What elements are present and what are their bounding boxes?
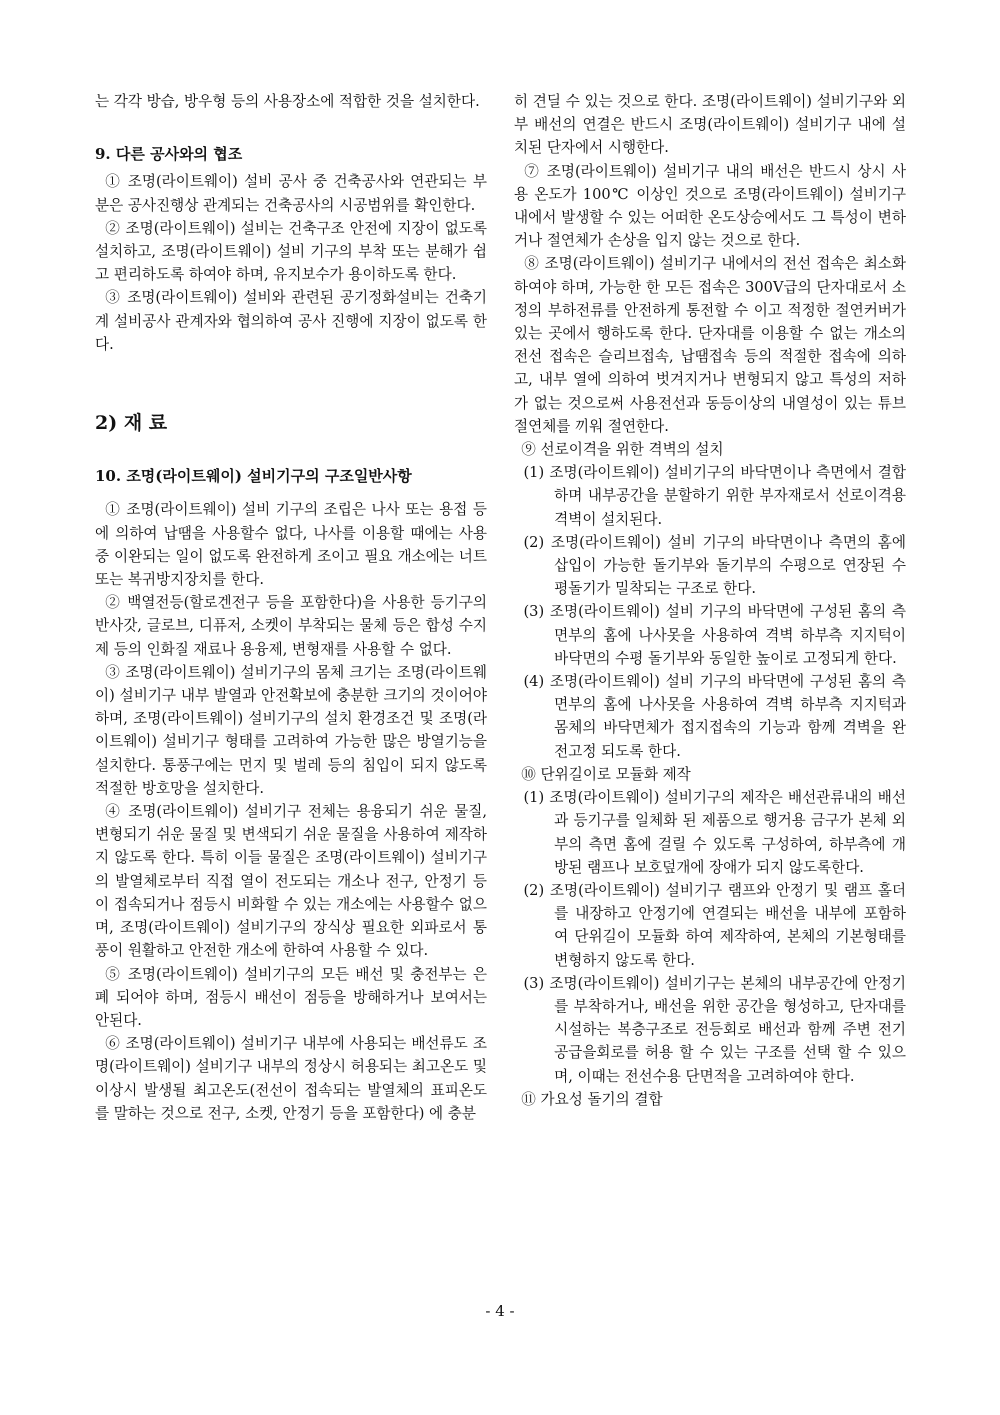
left-column [95,90,487,1125]
page-number: - 4 - [485,1302,515,1320]
item-10-sub-1: (1) 조명(라이트웨이) 설비기구의 제작은 배선관류내의 배선과 등기구를 일체화 된 제품으로 행거용 금구가 본체 외부의 측면 홈에 걸릴 수 있도록 구성하여, 하부측에 개방된 램프나 보호덮개에 장애가 되지 않도록한다. [523,789,906,876]
chapter-heading-materials: 2) 재 료 [95,412,168,435]
item-10-4: ④ 조명(라이트웨이) 설비기구 전체는 용융되기 쉬운 물질, 변형되기 쉬운 물질 및 변색되기 쉬운 물질을 사용하여 제작하지 않도록 한다. 특히 이들 물질은 조명(라이트웨이) 설비기구의 발열체로부터 직접 열이 전도되는 개소나 전구, 안정기 등이 접속되거나 점등시 비화할 수 있는 개소에는 사용할수 없으며, 조명(라이트웨이) 설비기구의 장식상 필요한 외파로서 통풍이 원활하고 안전한 개소에 한하여 사용할 수 있다. [95,803,487,960]
section-10-heading: 10. 조명(라이트웨이) 설비기구의 구조일반사항 [95,467,412,486]
item-10-6: ⑥ 조명(라이트웨이) 설비기구 내부에 사용되는 배선류도 조명(라이트웨이) 설비기구 내부의 정상시 허용되는 최고온도 및 이상시 발생될 최고온도(전선이 접속되는 발열체의 표피온도를 말하는 것으로 전구, 소켓, 안정기 등을 포함한다) 에 충분 [95,1035,487,1122]
section-9-heading: 9. 다른 공사와의 협조 [95,145,243,164]
continued-paragraph: 히 견딜 수 있는 것으로 한다. 조명(라이트웨이) 설비기구와 외부 배선의 연결은 반드시 조명(라이트웨이) 설비기구 내에 설치된 단자에서 시행한다. [514,93,906,157]
item-10-2: ② 백열전등(할로겐전구 등을 포함한다)을 사용한 등기구의 반사갓, 글로브, 디퓨저, 소켓이 부착되는 물체 등은 합성 수지제 등의 인화질 재료나 용융제, 변형재를 사용할 수 없다. [95,594,487,658]
item-9: ⑨ 선로이격을 위한 격벽의 설치 [521,441,724,459]
right-column [514,90,906,1111]
item-10-1: ① 조명(라이트웨이) 설비 기구의 조립은 나사 또는 용접 등에 의하여 납땜을 사용할수 없다, 나사를 이용할 때에는 사용 중 이완되는 일이 없도록 완전하게 조이고 필요 개소에는 너트 또는 복귀방지장치를 한다. [95,501,487,589]
item-8: ⑧ 조명(라이트웨이) 설비기구 내에서의 전선 접속은 최소화 하여야 하며, 가능한 한 모든 접속은 300V급의 단자대로서 소정의 부하전류를 안전하게 통전할 수 이고 적정한 절연커버가 있는 곳에서 행하도록 한다. 단자대를 이용할 수 없는 개소의 전선 접속은 슬리브접속, 납땜접속 등의 적절한 접속에 의하고, 내부 열에 의하여 벗겨지거나 변형되지 않고 특성의 저하가 없는 것으로써 사용전선과 동등이상의 내열성이 있는 튜브 절연체를 끼워 절연한다. [514,255,906,435]
item-10-3: ③ 조명(라이트웨이) 설비기구의 몸체 크기는 조명(라이트웨이) 설비기구 내부 발열과 안전확보에 충분한 크기의 것이어야 하며, 조명(라이트웨이) 설비기구의 설치 환경조건 및 조명(라이트웨이) 설비기구 형태를 고려하여 가능한 많은 방열기능을 설치한다. 통풍구에는 먼지 및 벌레 등의 침입이 되지 않도록 적절한 방호망을 설치한다. [95,663,487,797]
item-7: ⑦ 조명(라이트웨이) 설비기구 내의 배선은 반드시 상시 사용 온도가 100℃ 이상인 것으로 조명(라이트웨이) 설비기구 내에서 발생할 수 있는 어떠한 온도상승에서도 그 특성이 변하거나 절연체가 손상을 입지 않는 것으로 한다. [514,162,906,250]
item-10: ⑩ 단위길이로 모듈화 제작 [521,765,691,783]
item-9-sub-4: (4) 조명(라이트웨이) 설비 기구의 바닥면에 구성된 홈의 측면부의 홈에 나사못을 사용하여 격벽 하부측 지지턱과 몸체의 바닥면체가 접지접속의 기능과 함께 격벽을 완전고정 되도록 한다. [523,673,906,760]
item-9-3: ③ 조명(라이트웨이) 설비와 관련된 공기정화설비는 건축기계 설비공사 관계자와 협의하여 공사 진행에 지장이 없도록 한다. [95,289,487,353]
item-9-sub-2: (2) 조명(라이트웨이) 설비 기구의 바닥면이나 측면의 홈에 삽입이 가능한 돌기부와 돌기부의 수평으로 연장된 수평돌기가 밀착되는 구조로 한다. [523,533,906,598]
item-11: ⑪ 가요성 돌기의 결합 [521,1090,663,1108]
item-9-sub-1: (1) 조명(라이트웨이) 설비기구의 바닥면이나 측면에서 결합하며 내부공간을 분할하기 위한 부자재로서 선로이격용 격벽이 설치된다. [523,464,906,528]
item-10-sub-3: (3) 조명(라이트웨이) 설비기구는 본체의 내부공간에 안정기를 부착하거나, 배선을 위한 공간을 형성하고, 단자대를 시설하는 복층구조로 전등회로 배선과 함께 주변 전기 공급을회로를 허용 할 수 있는 구조를 선택 할 수 있으며, 이때는 전선수용 단면적을 고려하여야 한다. [523,974,906,1085]
item-10-5: ⑤ 조명(라이트웨이) 설비기구의 모든 배선 및 충전부는 은폐 되어야 하며, 점등시 배선이 점등을 방해하거나 보여서는 안된다. [95,965,487,1029]
continued-paragraph: 는 각각 방습, 방우형 등의 사용장소에 적합한 것을 설치한다. [95,93,480,110]
item-9-1: ① 조명(라이트웨이) 설비 공사 중 건축공사와 연관되는 부분은 공사진행상 관계되는 건축공사의 시공범위를 확인한다. [95,173,487,214]
item-9-sub-3: (3) 조명(라이트웨이) 설비 기구의 바닥면에 구성된 홈의 측면부의 홈에 나사못을 사용하여 격벽 하부측 지지턱이 바닥면의 수평 돌기부와 동일한 높이로 고정되게 한다. [523,603,906,667]
item-10-sub-2: (2) 조명(라이트웨이) 설비기구 램프와 안정기 및 램프 홀더를 내장하고 안정기에 연결되는 배선을 내부에 포함하여 단위길이 모듈화 하여 제작하여, 본체의 기본형태를 변형하지 않도록 한다. [523,881,906,969]
item-9-2: ② 조명(라이트웨이) 설비는 건축구조 안전에 지장이 없도록 설치하고, 조명(라이트웨이) 설비 기구의 부착 또는 분해가 쉽고 편리하도록 하여야 하며, 유지보수가 용이하도록 한다. [95,219,487,284]
